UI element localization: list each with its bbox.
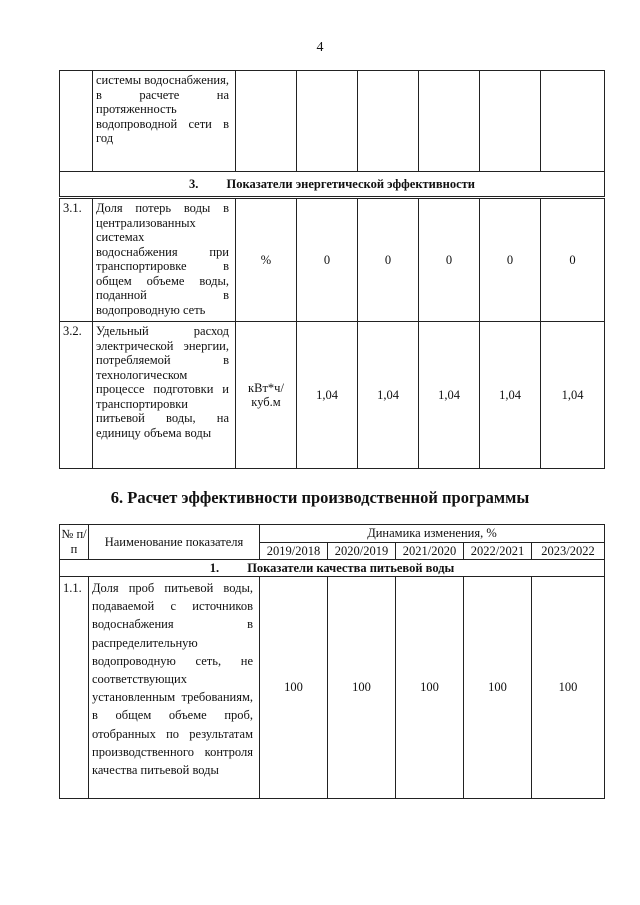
- unit-cell: %: [236, 198, 297, 322]
- value-cell: 1,04: [297, 322, 358, 469]
- name-header: Наименование показателя: [89, 525, 260, 560]
- section-title-cell: [60, 560, 605, 577]
- section-number: 1.: [209, 561, 220, 575]
- period-header: 2022/2021: [464, 543, 532, 560]
- value-cell: [358, 71, 419, 172]
- indicator-name: Доля потерь воды в централизованных системах водоснабжения при транспортировке в общем объеме воды, поданной в водопроводную сеть: [93, 198, 236, 322]
- period-header: 2021/2020: [396, 543, 464, 560]
- row-number: 3.1.: [60, 198, 93, 322]
- value-cell: 100: [464, 577, 532, 799]
- value-cell: 100: [328, 577, 396, 799]
- value-cell: 1,04: [541, 322, 605, 469]
- page-number: 4: [316, 40, 324, 55]
- unit-cell: [236, 71, 297, 172]
- value-cell: 0: [358, 198, 419, 322]
- value-cell: 0: [297, 198, 358, 322]
- indicator-name: системы водоснабжения, в расчете на протяженность водопроводной сети в год: [93, 71, 236, 172]
- indicator-name: Доля проб питьевой воды, подаваемой с источников водоснабжения в распределительную водопроводную сеть, не соответствующих установленным требованиям, в общем объеме проб, отобранных по результатам производственного контроля качества питьевой воды: [89, 577, 260, 799]
- section-row: [60, 560, 605, 577]
- value-cell: [297, 71, 358, 172]
- value-cell: 0: [419, 198, 480, 322]
- period-header: 2019/2018: [260, 543, 328, 560]
- unit-cell: кВт*ч/ куб.м: [236, 322, 297, 469]
- row-number-cell: [60, 71, 93, 172]
- indicator-name: Удельный расход электрической энергии, потребляемой в технологическом процессе подготовки и транспортировки питьевой воды, на единицу объема воды: [93, 322, 236, 469]
- dynamics-header: Динамика изменения, %: [260, 525, 605, 543]
- section-heading: 6. Расчет эффективности производственной программы: [110, 488, 530, 507]
- row-number: 3.2.: [60, 322, 93, 469]
- value-cell: 0: [541, 198, 605, 322]
- table-row: [60, 198, 605, 322]
- section-row: [60, 172, 605, 198]
- period-header: 2020/2019: [328, 543, 396, 560]
- program-efficiency-table: [59, 524, 605, 799]
- value-cell: [480, 71, 541, 172]
- period-header: 2023/2022: [532, 543, 605, 560]
- num-header: № п/п: [60, 525, 89, 560]
- table-row: [60, 71, 605, 172]
- energy-efficiency-table: [59, 70, 605, 469]
- section-title: Показатели качества питьевой воды: [247, 561, 455, 575]
- table-row: [60, 577, 605, 799]
- value-cell: [419, 71, 480, 172]
- section-title-cell: [60, 172, 605, 198]
- header-row: [60, 525, 605, 543]
- value-cell: 1,04: [419, 322, 480, 469]
- value-cell: 100: [396, 577, 464, 799]
- value-cell: 1,04: [358, 322, 419, 469]
- section-title: Показатели энергетической эффективности: [226, 176, 475, 191]
- section-number: 3.: [189, 176, 199, 191]
- value-cell: 1,04: [480, 322, 541, 469]
- value-cell: [541, 71, 605, 172]
- table-row: [60, 322, 605, 469]
- value-cell: 0: [480, 198, 541, 322]
- value-cell: 100: [532, 577, 605, 799]
- value-cell: 100: [260, 577, 328, 799]
- row-number: 1.1.: [60, 577, 89, 799]
